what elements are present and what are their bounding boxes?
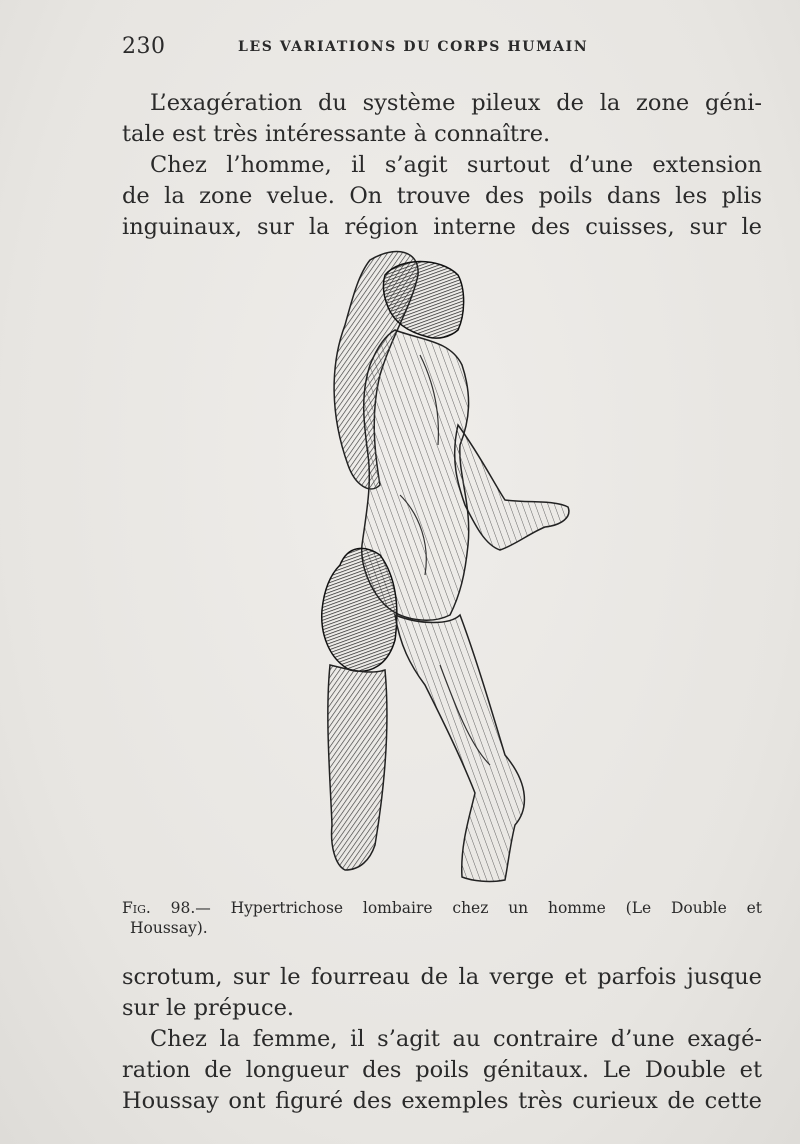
text-line: de la zone velue. On trouve des poils dans les plis [122,183,762,209]
page-number: 230 [122,34,166,59]
text-line: ration de longueur des poils génitaux. Le Double et [122,1057,762,1083]
figure-illustration [300,245,580,885]
running-title: LES VARIATIONS DU CORPS HUMAIN [238,39,589,55]
paragraph [122,1024,762,1117]
text-line: scrotum, sur le fourreau de la verge et parfois jusque [122,964,762,990]
caption-line [122,898,762,918]
caption-text: — Hypertrichose lombaire chez un homme (Le Double et [195,899,762,917]
caption-line: Houssay). [130,919,208,937]
text-line: tale est très intéressante à connaître. [122,121,551,147]
paragraph [122,962,762,1024]
body-text-bottom [122,962,762,1117]
figure-caption [122,898,762,938]
engraving-male-figure [300,245,580,885]
figure-label: Fig. 98. [122,899,196,917]
text-line: Chez la femme, il s’agit au contraire d’une exagé- [150,1026,762,1052]
text-line: sur le prépuce. [122,995,295,1021]
paragraph [122,150,762,243]
text-line: L’exagération du système pileux de la zone géni- [150,90,762,116]
paragraph [122,88,762,150]
body-text-top [122,88,762,243]
page-header [122,34,762,64]
text-line: Houssay ont figuré des exemples très curieux de cette [122,1088,762,1114]
text-line: Chez l’homme, il s’agit surtout d’une extension [150,152,762,178]
text-line: inguinaux, sur la région interne des cuisses, sur le [122,214,762,240]
